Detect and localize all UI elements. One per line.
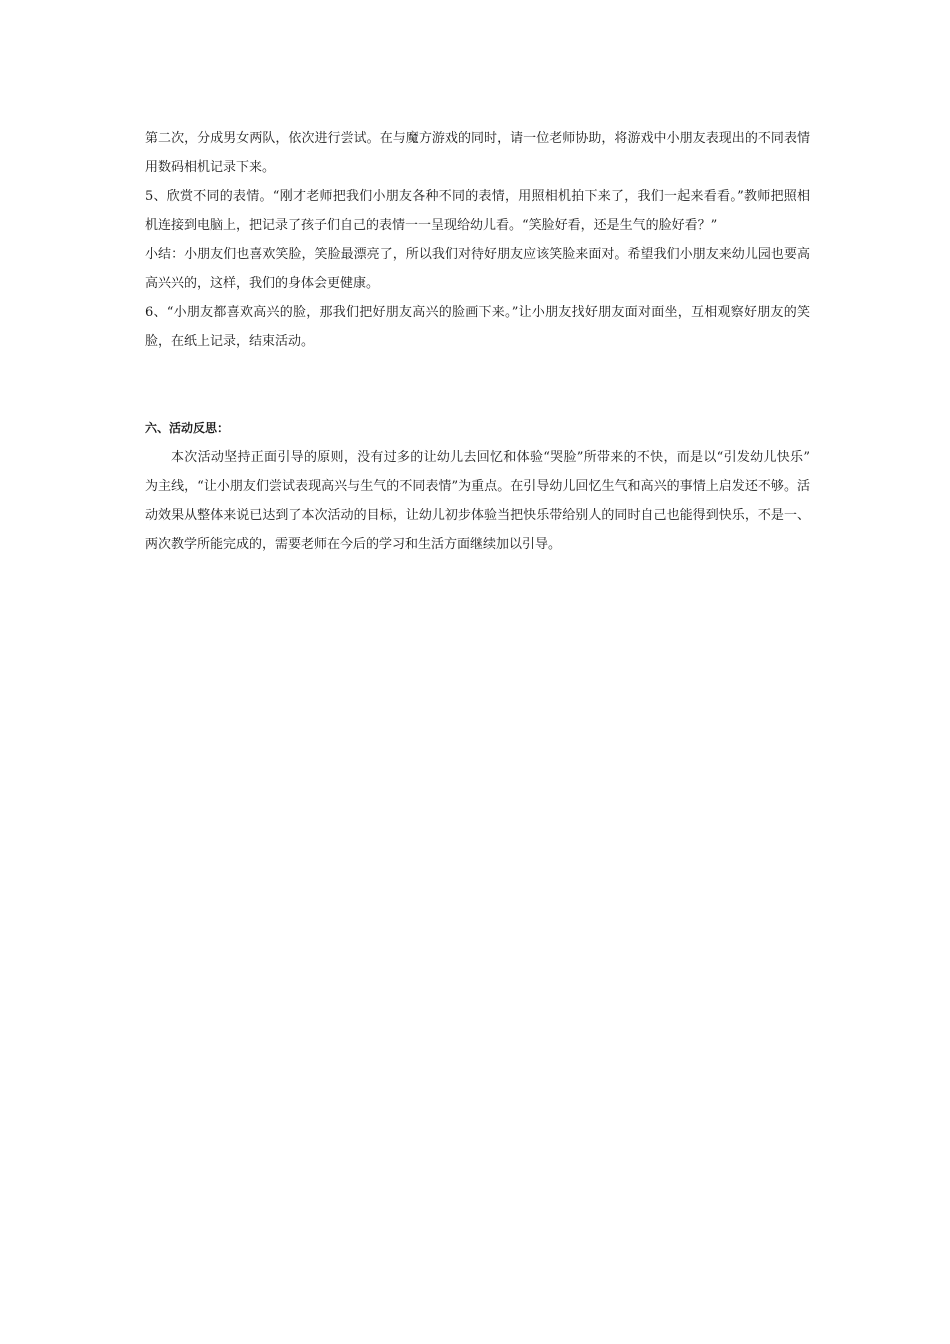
paragraph-second-attempt: 第二次，分成男女两队，依次进行尝试。在与魔方游戏的同时，请一位老师协助，将游戏中小朋友表现出的不同表情用数码相机记录下来。 <box>145 131 810 175</box>
paragraph-reflection: 本次活动坚持正面引导的原则，没有过多的让幼儿去回忆和体验“哭脸”所带来的不快，而是以“引发幼儿快乐” 为主线，“让小朋友们尝试表现高兴与生气的不同表情”为重点。在引导幼儿回忆生气和高兴的事情上启发还不够。活动效果从整体来说已达到了本次活动的目标，让幼儿初步体验当把快乐带给别人的同时自己也能得到快乐，不是一、两次教学所能完成的，需要老师在今后的学习和生活方面继续加以引导。 <box>145 450 810 552</box>
section-heading-reflection: 六、活动反思： <box>145 421 230 435</box>
paragraph-summary: 小结：小朋友们也喜欢笑脸，笑脸最漂亮了，所以我们对待好朋友应该笑脸来面对。希望我们小朋友来幼儿园也要高高兴兴的，这样，我们的身体会更健康。 <box>145 247 810 291</box>
paragraph-step-6: 6、“小朋友都喜欢高兴的脸，那我们把好朋友高兴的脸画下来。”让小朋友找好朋友面对面坐，互相观察好朋友的笑脸，在纸上记录，结束活动。 <box>145 305 810 349</box>
section-spacer <box>145 356 810 414</box>
paragraph-step-5: 5、欣赏不同的表情。“刚才老师把我们小朋友各种不同的表情，用照相机拍下来了，我们一起来看看。”教师把照相机连接到电脑上，把记录了孩子们自己的表情一一呈现给幼儿看。“笑脸好看，还是生气的脸好看？” <box>145 189 810 233</box>
document-body <box>145 124 810 559</box>
